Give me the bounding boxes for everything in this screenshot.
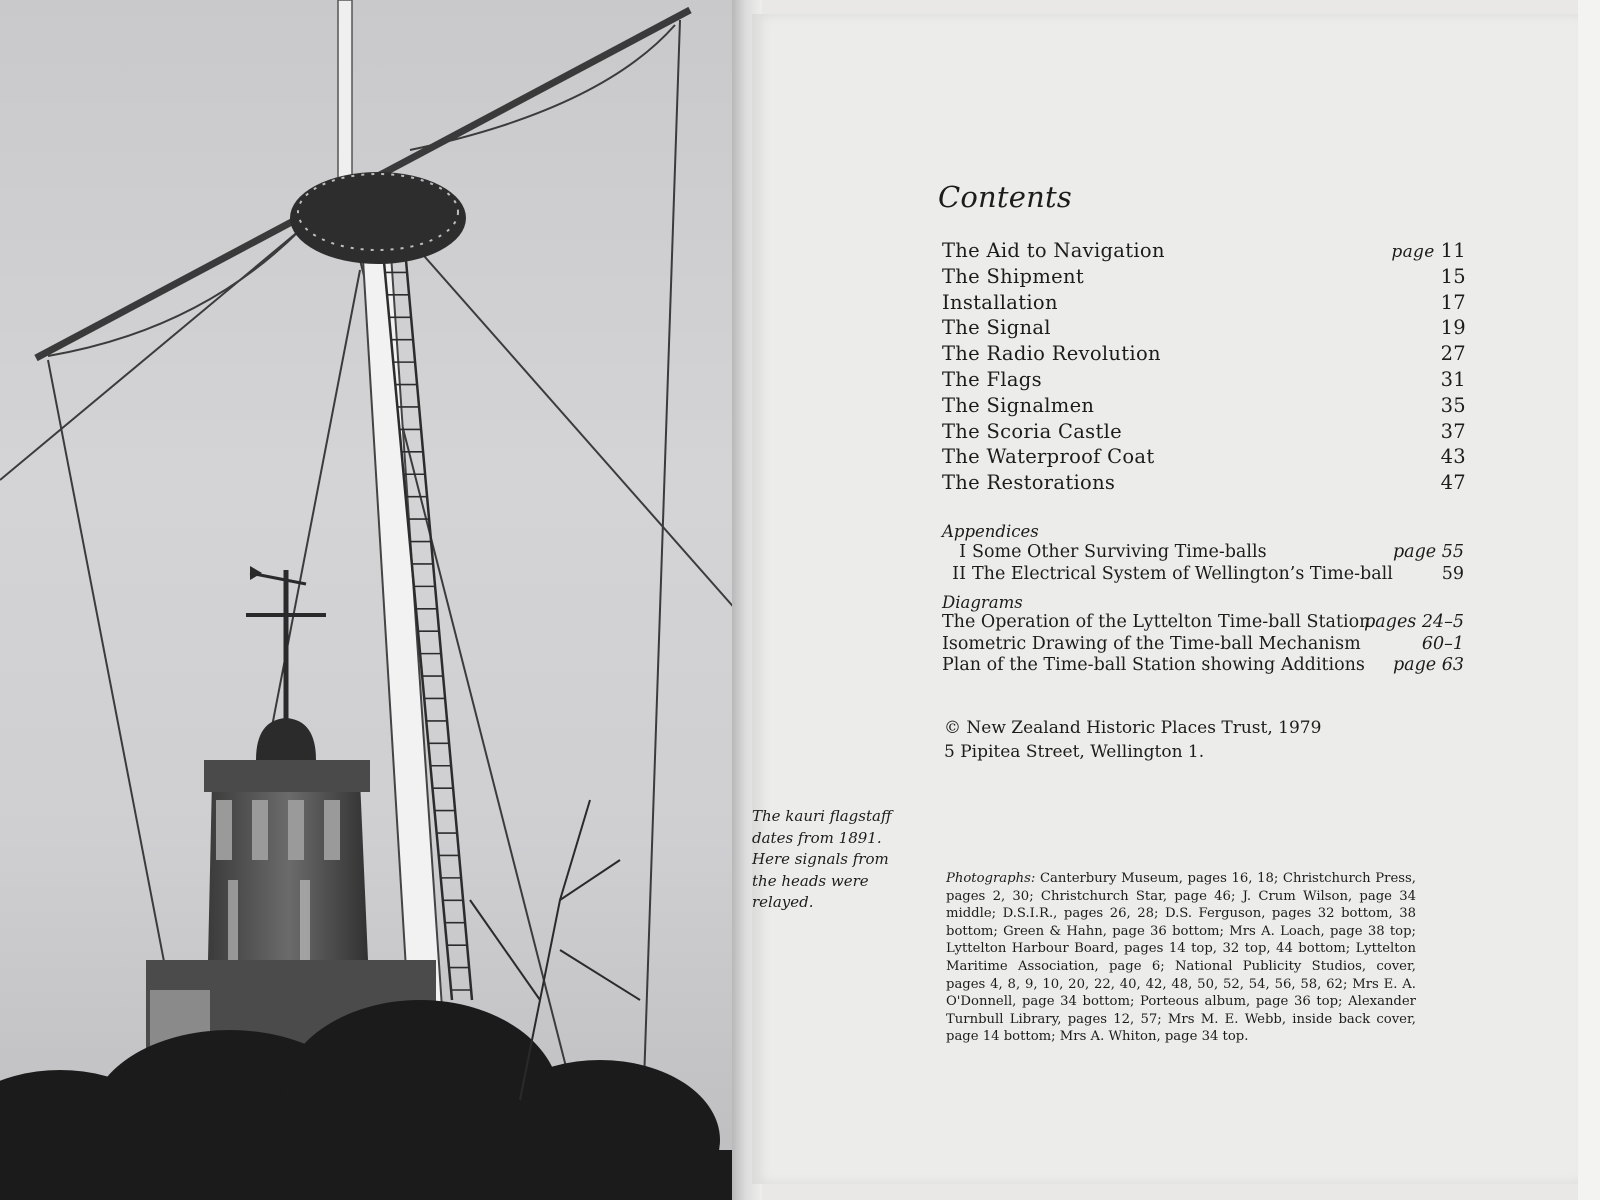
diagrams-list [942,612,1464,677]
contents-list [942,238,1466,496]
contents-item [942,290,1466,316]
diagram-page: page 63 [1392,655,1464,675]
contents-item-title: The Shipment [942,264,1084,288]
appendix-title: Some Other Surviving Time-balls [972,542,1267,562]
contents-item-page: 43 [1440,445,1466,469]
contents-item-title: The Signal [942,316,1051,340]
contents-item-title: Installation [942,290,1058,314]
appendix-number: II [952,563,966,584]
contents-item-page: 31 [1440,367,1466,391]
contents-item-title: The Radio Revolution [942,342,1161,366]
contents-item [942,264,1466,290]
diagram-item [942,612,1464,634]
contents-item [942,341,1466,367]
photo-credits-label: Photographs: [946,871,1036,886]
contents-item-page: 17 [1440,290,1466,314]
contents-item [942,419,1466,445]
page-prefix: page [1391,242,1435,262]
contents-item-title: The Flags [942,367,1042,391]
diagram-title: The Operation of the Lyttelton Time-ball Station [942,612,1371,632]
address-line: 5 Pipitea Street, Wellington 1. [944,742,1205,762]
contents-item [942,470,1466,496]
contents-item [942,315,1466,341]
contents-item [942,238,1466,264]
contents-item-page: 37 [1440,419,1466,443]
contents-item-page: 19 [1440,316,1466,340]
diagram-title: Plan of the Time-ball Station showing Additions [942,655,1365,675]
flagstaff-photo-illustration [0,0,748,1200]
appendices-heading: Appendices [942,522,1039,541]
contents-item [942,393,1466,419]
contents-item-title: The Scoria Castle [942,419,1122,443]
copyright-notice [944,716,1321,764]
appendix-title: The Electrical System of Wellington’s Time-ball [972,563,1393,584]
appendix-number: I [959,542,966,562]
contents-item-page: 47 [1440,471,1466,495]
contents-item-title: The Waterproof Coat [942,445,1155,469]
diagram-title: Isometric Drawing of the Time-ball Mechanism [942,633,1361,654]
contents-item [942,367,1466,393]
photo-credits-text: Canterbury Museum, pages 16, 18; Christchurch Press, pages 2, 30; Christchurch Star, page 46; J. Crum Wilson, page 34 middle; D.S.I.R., pages 26, 28; D.S. Ferguson, pages 32 bottom, 38 bottom; Green & Hahn, page 36 bottom; Mrs A. Loach, page 38 top; Lyttelton Harbour Board, pages 14 top, 32 top, 44 bottom; Lyttelton Maritime Association, page 6; National Publicity Studios, cover, pages 4, 8, 9, 10, 20, 22, 40, 42, 48, 50, 52, 54, 56, 58, 62; Mrs E. A. O'Donnell, page 34 bottom; Porteous album, page 36 top; Alexander Turnbull Library, pages 12, 57; Mrs M. E. Webb, inside back cover, page 14 bottom; Mrs A. Whiton, page 34 top. [946,871,1416,1045]
flagstaff-photograph [0,0,748,1200]
contents-title: Contents [938,180,1072,214]
contents-item-page: 15 [1440,264,1466,288]
appendix-page: page 55 [1392,542,1464,562]
appendix-page: 59 [1441,563,1464,584]
contents-item-title: The Aid to Navigation [942,239,1165,262]
contents-item-title: The Restorations [942,471,1116,495]
diagram-page: 60–1 [1421,633,1464,654]
appendix-item [942,542,1464,564]
appendices-list [942,542,1464,585]
diagram-item [942,655,1464,677]
page-edge [1578,0,1600,1200]
contents-item-page: 27 [1440,342,1466,366]
photo-credits [946,870,1416,1046]
contents-item-page: 35 [1440,393,1466,417]
contents-item [942,444,1466,470]
appendix-item [942,564,1464,586]
copyright-line: © New Zealand Historic Places Trust, 1979 [944,718,1322,738]
diagram-page: pages 24–5 [1364,612,1464,632]
contents-item-title: The Signalmen [942,393,1095,417]
diagrams-heading: Diagrams [942,593,1023,612]
contents-item-page: 11 [1440,239,1466,262]
photo-caption: The kauri flagstaff dates from 1891. Here signals from the heads were relayed. [752,807,892,911]
diagram-item [942,634,1464,656]
